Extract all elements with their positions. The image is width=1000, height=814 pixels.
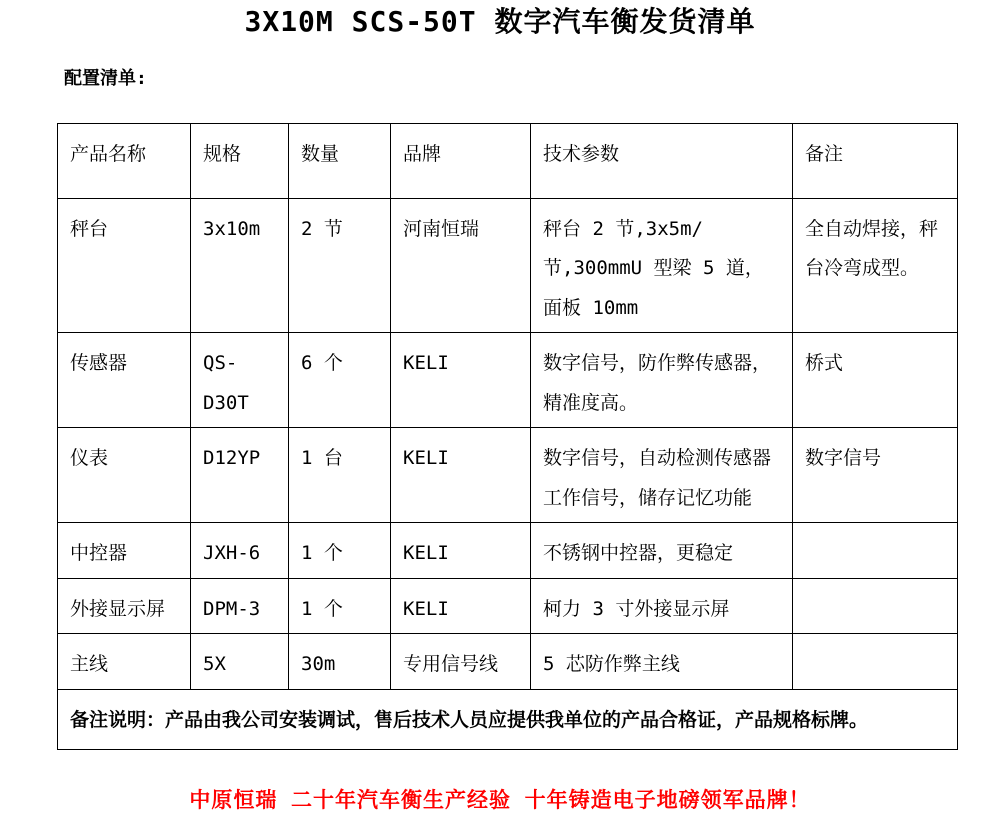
cell-note xyxy=(793,634,958,690)
cell-note: 全自动焊接，秤台冷弯成型。 xyxy=(793,198,958,333)
header-params: 技术参数 xyxy=(531,123,793,198)
cell-spec: DPM-3 xyxy=(191,578,289,634)
cell-brand: KELI xyxy=(391,333,531,428)
table-row xyxy=(58,634,958,690)
table-row xyxy=(58,333,958,428)
cell-product-name: 仪表 xyxy=(58,428,191,523)
cell-product-name: 主线 xyxy=(58,634,191,690)
table-row xyxy=(58,523,958,579)
cell-note xyxy=(793,578,958,634)
table-row xyxy=(58,198,958,333)
footer-note: 备注说明：产品由我公司安装调试，售后技术人员应提供我单位的产品合格证，产品规格标牌。 xyxy=(58,689,958,749)
cell-params: 数字信号，防作弊传感器，精准度高。 xyxy=(531,333,793,428)
page-title: 3X10M SCS-50T 数字汽车衡发货清单 xyxy=(244,5,756,38)
table-header-row xyxy=(58,123,958,198)
cell-spec: JXH-6 xyxy=(191,523,289,579)
table-row xyxy=(58,428,958,523)
cell-product-name: 中控器 xyxy=(58,523,191,579)
cell-spec: 5X xyxy=(191,634,289,690)
cell-qty: 6 个 xyxy=(289,333,391,428)
header-note: 备注 xyxy=(793,123,958,198)
cell-note xyxy=(793,523,958,579)
brand-slogan: 中原恒瑞 二十年汽车衡生产经验 十年铸造电子地磅领军品牌！ xyxy=(189,787,811,812)
cell-params: 秤台 2 节,3x5m/节,300mmU 型梁 5 道，面板 10mm xyxy=(531,198,793,333)
cell-brand: 专用信号线 xyxy=(391,634,531,690)
cell-params: 数字信号，自动检测传感器工作信号，储存记忆功能 xyxy=(531,428,793,523)
header-qty: 数量 xyxy=(289,123,391,198)
cell-params: 不锈钢中控器，更稳定 xyxy=(531,523,793,579)
header-spec: 规格 xyxy=(191,123,289,198)
config-table xyxy=(57,123,958,750)
cell-product-name: 外接显示屏 xyxy=(58,578,191,634)
header-brand: 品牌 xyxy=(391,123,531,198)
cell-spec: D12YP xyxy=(191,428,289,523)
cell-product-name: 秤台 xyxy=(58,198,191,333)
header-product-name: 产品名称 xyxy=(58,123,191,198)
cell-qty: 2 节 xyxy=(289,198,391,333)
cell-brand: 河南恒瑞 xyxy=(391,198,531,333)
cell-note: 数字信号 xyxy=(793,428,958,523)
table-footer-row xyxy=(58,689,958,749)
cell-product-name: 传感器 xyxy=(58,333,191,428)
cell-brand: KELI xyxy=(391,523,531,579)
cell-qty: 30m xyxy=(289,634,391,690)
cell-qty: 1 个 xyxy=(289,578,391,634)
cell-params: 5 芯防作弊主线 xyxy=(531,634,793,690)
cell-qty: 1 台 xyxy=(289,428,391,523)
cell-brand: KELI xyxy=(391,428,531,523)
cell-qty: 1 个 xyxy=(289,523,391,579)
table-row xyxy=(58,578,958,634)
cell-note: 桥式 xyxy=(793,333,958,428)
section-label: 配置清单: xyxy=(64,67,147,89)
cell-params: 柯力 3 寸外接显示屏 xyxy=(531,578,793,634)
cell-spec: 3x10m xyxy=(191,198,289,333)
cell-brand: KELI xyxy=(391,578,531,634)
cell-spec: QS-D30T xyxy=(191,333,289,428)
